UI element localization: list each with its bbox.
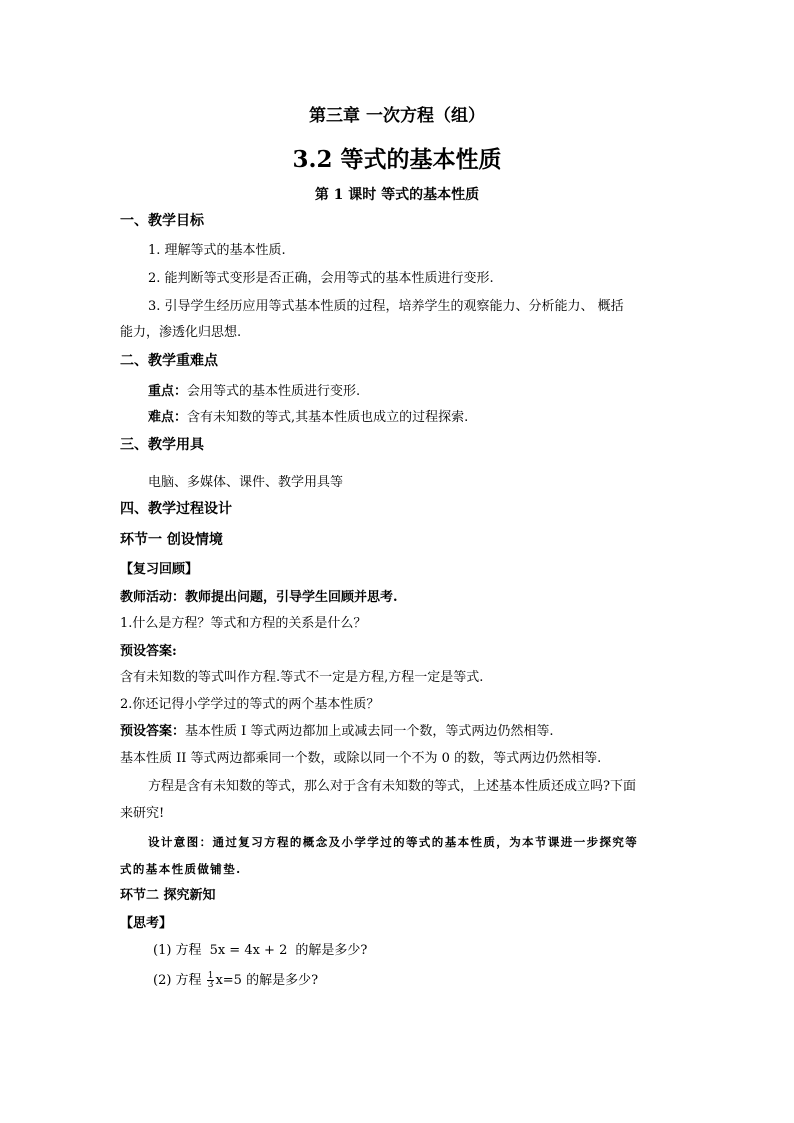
think-question-1 (153, 942, 367, 960)
think-q1-suffix: 的解是多少? (295, 943, 368, 958)
fraction-denominator: 3 (207, 980, 214, 990)
difficulty-text: 含有未知数的等式,其基本性质也成立的过程探索. (187, 410, 469, 425)
review-question-1: 1.什么是方程？等式和方程的关系是什么？ (120, 616, 367, 631)
transition-line-2: 来研究! (120, 806, 165, 821)
review-question-2: 2.你还记得小学学过的等式的两个基本性质？ (120, 697, 380, 712)
goal-item-1: 1. 理解等式的基本性质. (148, 243, 286, 258)
review-answer-2-line-1 (120, 723, 554, 741)
goal-item-3-line-1: 3. 引导学生经历应用等式基本性质的过程，培养学生的观察能力、分析能力、 概括 (148, 299, 624, 314)
tools-heading: 三、教学用具 (120, 437, 204, 453)
preset-answer-label: 预设答案: (120, 644, 177, 659)
design-intent-line-2: 式的基本性质做铺垫. (120, 862, 242, 876)
transition-line-1: 方程是含有未知数的等式，那么对于含有未知数的等式，上述基本性质还成立吗?下面 (148, 779, 636, 794)
review-tag: 【复习回顾】 (120, 562, 199, 577)
think-q1-equation: 5x = 4x + 2 (209, 943, 288, 958)
chapter-title: 第三章 一次方程（组） (309, 106, 485, 126)
review-answer-2-line-2: 基本性质 II 等式两边都乘同一个数，或除以同一个不为 0 的数，等式两边仍然相等. (120, 751, 602, 766)
fraction-numerator: 1 (207, 971, 214, 981)
think-question-2 (153, 972, 318, 990)
goal-item-2: 2. 能判断等式变形是否正确，会用等式的基本性质进行变形. (148, 271, 494, 286)
process-heading: 四、教学过程设计 (120, 501, 232, 517)
difficulty-line (148, 409, 468, 427)
stage2-title: 环节二 探究新知 (120, 888, 216, 903)
difficulty-label: 难点： (148, 410, 188, 425)
tools-text: 电脑、多媒体、课件、教学用具等 (148, 475, 344, 490)
think-q2-rest: x=5 的解是多少? (215, 973, 319, 988)
focus-label: 重点： (148, 384, 188, 399)
section-title: 3.2 等式的基本性质 (292, 146, 502, 173)
property-one-text: 基本性质 I 等式两边都加上或减去同一个数，等式两边仍然相等. (185, 724, 554, 739)
design-intent-line-1: 设计意图：通过复习方程的概念及小学学过的等式的基本性质，为本节课进一步探究等 (148, 835, 639, 849)
one-third-fraction (207, 972, 215, 989)
stage1-title: 环节一 创设情境 (120, 532, 223, 548)
think-tag: 【思考】 (120, 916, 173, 931)
preset-answer-label-2: 预设答案： (120, 724, 186, 739)
goal-item-3-line-2: 能力，渗透化归思想. (120, 325, 242, 340)
teacher-activity: 教师活动：教师提出问题，引导学生回顾并思考. (120, 590, 398, 605)
goals-heading: 一、教学目标 (120, 213, 204, 229)
focus-line (148, 383, 360, 401)
think-q1-prefix: (1) 方程 (153, 943, 202, 958)
key-points-heading: 二、教学重难点 (120, 353, 218, 369)
focus-text: 会用等式的基本性质进行变形. (187, 384, 361, 399)
think-q2-prefix: (2) 方程 (153, 973, 202, 988)
lesson-title: 第 1 课时 等式的基本性质 (314, 187, 480, 203)
review-answer-1: 含有未知数的等式叫作方程.等式不一定是方程,方程一定是等式. (120, 670, 484, 685)
